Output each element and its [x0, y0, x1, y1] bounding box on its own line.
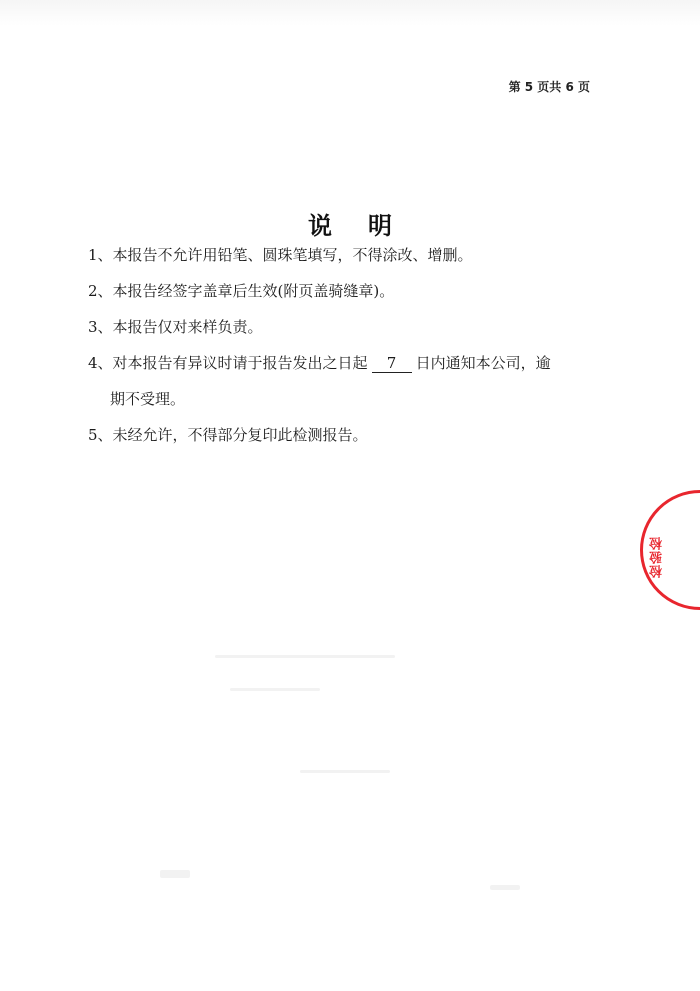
scan-edge-shadow: [0, 0, 700, 26]
item-text: 本报告仅对来样负责。: [112, 318, 263, 336]
item-number: 2、: [88, 282, 113, 300]
faint-bleedthrough: [230, 688, 320, 691]
instruction-item-1: [88, 245, 608, 265]
item-continuation: 期不受理。: [110, 390, 186, 408]
item-text: 未经允许，不得部分复印此检测报告。: [112, 426, 368, 444]
item-text-after: 日内通知本公司，逾: [415, 354, 551, 372]
page-number: 第 5 页共 6 页: [508, 80, 590, 94]
instruction-item-5: [88, 425, 608, 445]
days-blank: 7: [372, 355, 412, 373]
faint-bleedthrough: [160, 870, 190, 878]
instruction-item-4: [88, 353, 608, 409]
item-number: 4、: [88, 354, 113, 372]
item-text: 本报告不允许用铅笔、圆珠笔填写，不得涂改、增删。: [112, 246, 473, 264]
instruction-item-2: [88, 281, 608, 301]
faint-bleedthrough: [490, 885, 520, 890]
instruction-item-3: [88, 317, 608, 337]
item-text-before: 对本报告有异议时请于报告发出之日起: [112, 354, 368, 372]
faint-bleedthrough: [300, 770, 390, 773]
item-text: 本报告经签字盖章后生效(附页盖骑缝章)。: [112, 282, 395, 300]
item-number: 5、: [88, 426, 113, 444]
instructions-list: [88, 245, 608, 461]
item-number: 1、: [88, 246, 113, 264]
seal-text: 检验检: [650, 536, 665, 578]
item-number: 3、: [88, 318, 113, 336]
faint-bleedthrough: [215, 655, 395, 658]
page-title: 说明: [308, 211, 428, 240]
